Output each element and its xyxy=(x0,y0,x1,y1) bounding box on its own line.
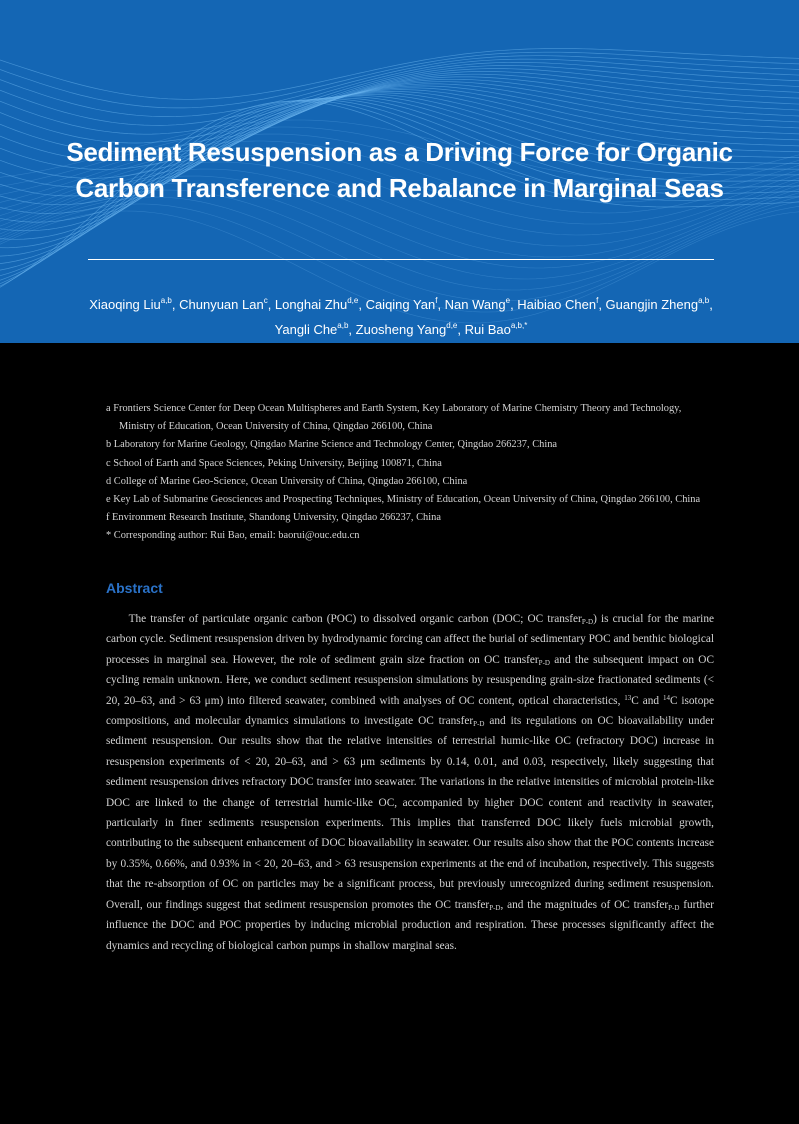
subscript: P-D xyxy=(473,720,485,729)
author-name: Zuosheng Yang xyxy=(355,322,447,337)
author-affiliation-marker: d,e xyxy=(446,321,458,330)
author-name: Rui Bao xyxy=(464,322,511,337)
author-name: Nan Wang xyxy=(444,297,506,312)
header-banner xyxy=(0,0,799,343)
superscript: 13 xyxy=(624,693,632,702)
affiliations xyxy=(106,400,716,546)
author-affiliation-marker: a,b xyxy=(337,321,349,330)
affiliation-a: a Frontiers Science Center for Deep Ocean Multispheres and Earth System, Key Laboratory of Marine Chemistry Theory and Technology, Ministry of Education, Ocean University of China, Qingdao 266100, China xyxy=(106,403,682,433)
author-name: Guangjin Zheng xyxy=(605,297,699,312)
author-name: Haibiao Chen xyxy=(517,297,597,312)
superscript: 14 xyxy=(662,693,670,702)
author-affiliation-marker: e xyxy=(505,296,511,305)
author-name: Yangli Che xyxy=(274,322,338,337)
author-affiliation-marker: a,b xyxy=(160,296,172,305)
author-affiliation-marker: f xyxy=(435,296,438,305)
affiliation-b: b Laboratory for Marine Geology, Qingdao Marine Science and Technology Center, Qingdao 266237, China xyxy=(106,439,558,451)
affiliation-e: e Key Lab of Submarine Geosciences and Prospecting Techniques, Ministry of Education, Ocean University of China, Qingdao 266100, China xyxy=(106,494,701,506)
author-affiliation-marker: a,b xyxy=(698,296,710,305)
subscript: P-D xyxy=(581,618,594,626)
affiliation-d: d College of Marine Geo-Science, Ocean University of China, Qingdao 266100, China xyxy=(106,475,468,487)
title-divider xyxy=(88,259,714,260)
subscript: P-D xyxy=(668,903,680,912)
abstract-body: The transfer of particulate organic carbon (POC) to dissolved organic carbon (DOC; OC transfer$_{P-D}$) is crucial for the marine carbon cycle. Sediment resuspension driven by hydrodynamic forcing can affect the burial of sedimentary POC and benthic biological processes in marginal sea. However, the role of sediment grain size fraction on OC transfer$_{P-D}$ and the subsequent impact on OC cycling remain unknown. Here, we conduct sediment resuspension simulations by resuspending grain-size fractionated sediments (< 20, 20–63, and > 63 μm) into filtered seawater, combined with analyses of OC content, optical characteristics, $^{13}$C and $^{14}$C isotope compositions, and molecular dynamics simulations to investigate OC transfer$_{P-D}$ and its regulations on OC bioavailability under sediment resuspension. Our results show that the relative intensities of terrestrial humic-like OC (refractory DOC) increase in resuspension experiments of < 20, 20–63, and > 63 μm sediments by 0.14, 0.01, and 0.03, respectively, likely suggesting that sediment resuspension drives refractory DOC transfer into seawater. The variations in the relative intensities of microbial protein-like DOC are linked to the change of terrestrial humic-like OC, accompanied by higher DOC content and reactivity in seawater, particularly in finer sediments resuspension experiments. This implies that transferred DOC likely fuels microbial growth, contributing to the subsequent enhancement of DOC bioavailability in seawater. Our results also show that the POC contents increase by 0.35%, 0.66%, and 0.93% in < 20, 20–63, and > 63 resuspension experiments at the end of incubation, respectively. This suggests that the re-absorption of OC on particles may be a significant process, but previously unrecognized during sediment resuspension. Overall, our findings suggest that sediment resuspension promotes the OC transfer$_{P-D}$, and the magnitudes of OC transfer$_{P-D}$ further influence the DOC and POC properties by inducing microbial production and respiration. These processes significantly affect the dynamics and recycling of biological carbon pumps in shallow marginal seas. xyxy=(106,613,714,952)
author-affiliation-marker: d,e xyxy=(347,296,359,305)
wave-line xyxy=(0,59,799,125)
paper-title: Sediment Resuspension as a Driving Force for Organic Carbon Transference and Rebalance in Marginal Seas xyxy=(66,137,733,203)
corresponding-author: * Corresponding author: Rui Bao, email: baorui@ouc.edu.cn xyxy=(106,530,360,542)
wave-line xyxy=(0,66,799,143)
author-name: Xiaoqing Liu xyxy=(89,297,161,312)
subscript: P-D xyxy=(489,903,501,912)
abstract-heading: Abstract xyxy=(106,580,163,596)
author-affiliation-marker: c xyxy=(263,296,268,305)
author-affiliation-marker: f xyxy=(596,296,599,305)
author-name: Longhai Zhu xyxy=(274,297,348,312)
author-name: Caiqing Yan xyxy=(365,297,436,312)
author-list: Xiaoqing Liu$^{a,b}$, Chunyuan Lan$^c$, Longhai Zhu$^{d,e}$, Caiqing Yan$^f$, Nan Wang$^e$, Haibiao Chen$^f$, Guangjin Zheng$^{a,b}$, Yangli Che$^{a,b}$, Zuosheng Yang$^{d,e}$, Rui Bao$^{a,b,*}$ xyxy=(89,296,713,337)
author-affiliation-marker: a,b,* xyxy=(510,321,528,330)
author-name: Chunyuan Lan xyxy=(179,297,264,312)
subscript: P-D xyxy=(538,658,550,667)
affiliation-f: f Environment Research Institute, Shandong University, Qingdao 266237, China xyxy=(106,512,441,524)
affiliation-c: c School of Earth and Space Sciences, Peking University, Beijing 100871, China xyxy=(106,457,442,469)
